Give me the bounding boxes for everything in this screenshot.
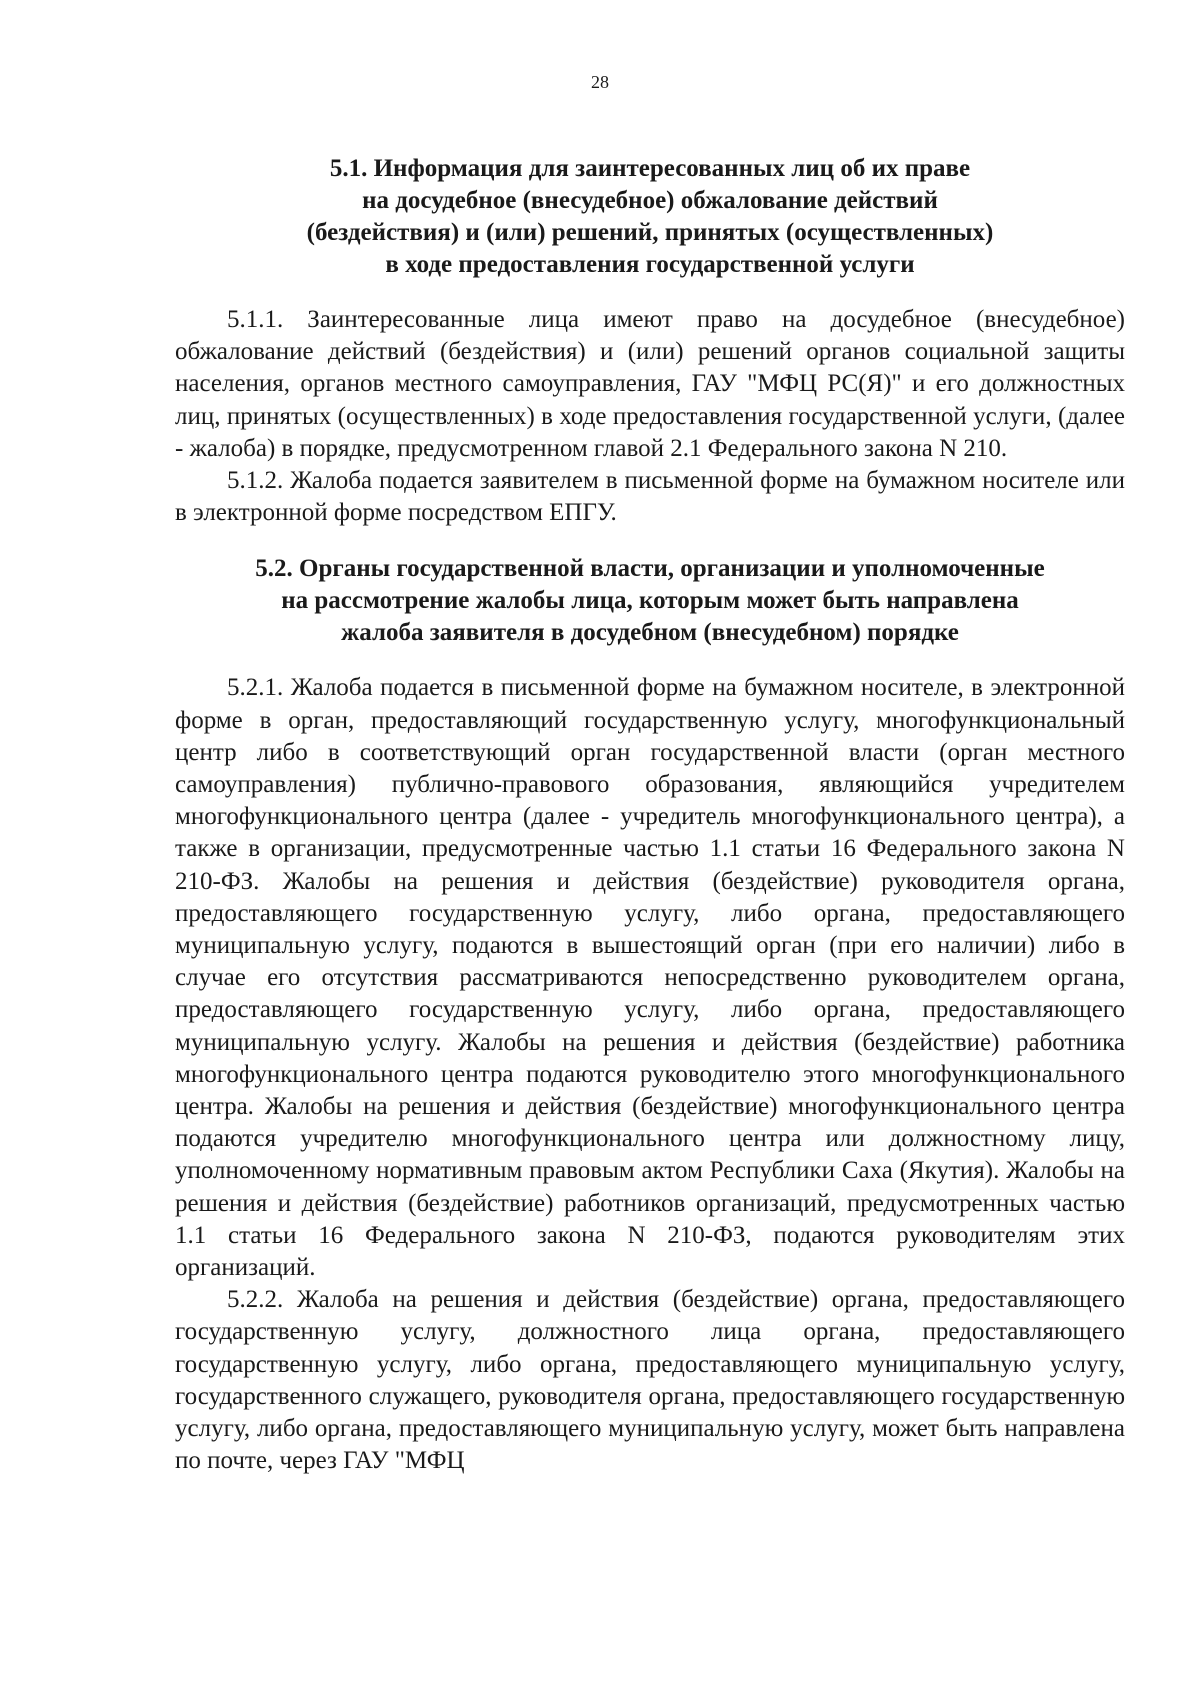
- paragraph-5-1-1: 5.1.1. Заинтересованные лица имеют право на досудебное (внесудебное) обжалование действий (бездействия) и (или) решений органов социальной защиты населения, органов местного самоуправления, ГАУ "МФЦ РС(Я)" и его должностных лиц, принятых (осуществленных) в ходе предоставления государственной услуги, (далее - жалоба) в порядке, предусмотренном главой 2.1 Федерального закона N 210.: [175, 306, 1125, 462]
- heading-line: 5.2. Органы государственной власти, организации и уполномоченные: [255, 555, 1045, 583]
- heading-line: 5.1. Информация для заинтересованных лиц об их праве: [329, 155, 971, 182]
- heading-line: на рассмотрение жалобы лица, которым может быть направлена: [281, 587, 1019, 615]
- page-number: 28: [591, 72, 609, 92]
- heading-line: на досудебное (внесудебное) обжалование действий: [362, 187, 938, 214]
- paragraph-5-2-1: 5.2.1. Жалоба подается в письменной форме на бумажном носителе, в электронной форме в орган, предоставляющий государственную услугу, многофункциональный центр либо в соответствующий орган государственной власти (орган местного самоуправления) публично-правового образования, являющийся учредителем многофункционального центра (далее - учредитель многофункционального центра), а также в организации, предусмотренные частью 1.1 статьи 16 Федерального закона N 210-ФЗ. Жалобы на решения и действия (бездействие) руководителя органа, предоставляющего государственную услугу, либо органа, предоставляющего муниципальную услугу, подаются в вышестоящий орган (при его наличии) либо в случае его отсутствия рассматриваются непосредственно руководителем органа, предоставляющего государственную услугу, либо органа, предоставляющего муниципальную услугу. Жалобы на решения и действия (бездействие) работника многофункционального центра подаются руководителю этого многофункционального центра. Жалобы на решения и действия (бездействие) многофункционального центра подаются учредителю многофункционального центра или должностному лицу, уполномоченному нормативным правовым актом Республики Саха (Якутия). Жалобы на решения и действия (бездействие) работников организаций, предусмотренных частью 1.1 статьи 16 Федерального закона N 210-ФЗ, подаются руководителям этих организаций.: [175, 674, 1125, 1282]
- section-5-2-heading: [175, 553, 1125, 649]
- paragraph-5-1-2: 5.1.2. Жалоба подается заявителем в письменной форме на бумажном носителе или в электронной форме посредством ЕПГУ.: [175, 467, 1125, 527]
- section-5-1-heading: [175, 153, 1125, 281]
- heading-line: (бездействия) и (или) решений, принятых (осуществленных): [306, 219, 994, 246]
- document-body: [175, 153, 1125, 1478]
- heading-line: в ходе предоставления государственной услуги: [385, 251, 915, 278]
- heading-line: жалоба заявителя в досудебном (внесудебном) порядке: [341, 619, 959, 647]
- paragraph-5-2-2: 5.2.2. Жалоба на решения и действия (бездействие) органа, предоставляющего государственную услугу, должностного лица органа, предоставляющего государственную услугу, либо органа, предоставляющего муниципальную услугу, государственного служащего, руководителя органа, предоставляющего государственную услугу, либо органа, предоставляющего муниципальную услугу, может быть направлена по почте, через ГАУ "МФЦ: [175, 1286, 1125, 1475]
